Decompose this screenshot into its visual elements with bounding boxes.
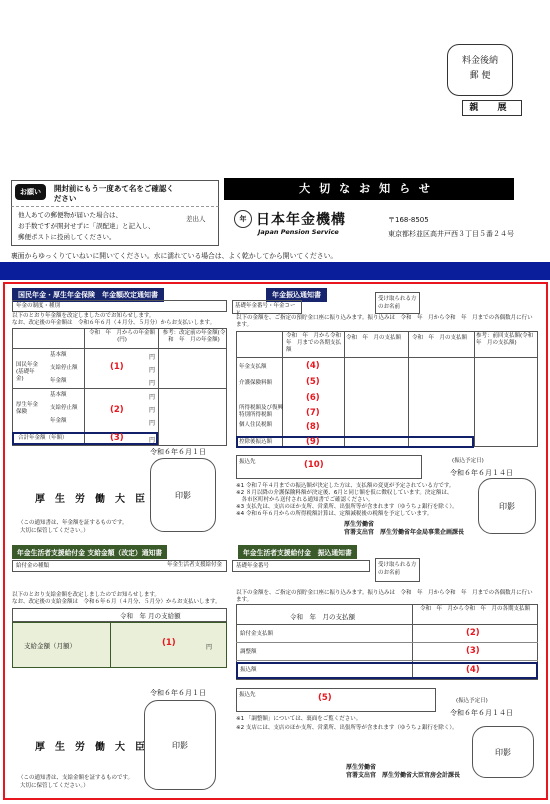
benefit-recipient-field (375, 558, 420, 582)
pension-revision-title: 国民年金・厚生年金保険 年金額改定通知書 (12, 288, 164, 302)
bsched-label: (振込予定日) (456, 698, 488, 704)
recipient-label: 受け取られる方のお名前 (378, 296, 417, 310)
benefit-kind-label: 給付金の種類 (16, 563, 50, 569)
row-amount-2: 年金額 (50, 418, 67, 424)
request-line3: 郵便ポストに投函してください。 (18, 233, 116, 241)
bank-dest-label: 振込先 (239, 459, 256, 465)
benefit-row-label: 支給金額（月額） (24, 642, 76, 650)
row-resident-tax: 個人住民税額 (239, 422, 273, 428)
marker-5: (5) (306, 377, 320, 387)
bbank-dest-label: 振込先 (239, 692, 256, 698)
confidential-mark: 親 展 (462, 100, 522, 116)
request-badge: お願い (15, 184, 46, 200)
benefit-cert-note2: 大切に保管してください。） (20, 783, 89, 789)
request-line1: 他人あての郵便物が届いた場合は、 (18, 211, 122, 219)
bmarker-4: (4) (466, 665, 480, 675)
row-stop-1: 支給停止額 (50, 365, 78, 371)
cert-note1: （この通知書は、年金額を証するものです。 (18, 520, 128, 526)
important-notice-banner: 大切なお知らせ (224, 178, 514, 200)
marker-4: (4) (306, 361, 320, 371)
benefit-payment-title: 年金生活者支援給付金 振込通知書 (238, 545, 357, 559)
bpay-note2: ※2 支店には、支店のほか支所、営業所、出張所等が含まれます（ゆうちょ銀行を除く）。 (236, 725, 458, 731)
benefit-pay-intro: 以下の金額を、ご指定の預貯金口座に振り込みます。振り込みは 令和 年 月から令和 年 月までの各偶数月に行います。 (236, 590, 533, 603)
payment-intro: 以下の金額を、ご指定の預貯金口座に振り込みます。振り込みは 令和 年 月から令和 年 月までの各偶数月に行います。 (236, 315, 533, 328)
benefit-col: 令和 年 月の支給額 (120, 612, 181, 620)
brow-adjust: 調整額 (240, 649, 257, 655)
row-care-premium: 介護保険料額 (239, 380, 273, 386)
zip-code: 〒168-8505 (388, 216, 429, 224)
payment-date: 令和６年６月１４日 (450, 469, 513, 477)
yen-unit: 円 (206, 644, 213, 651)
sender-label: 差出人 (186, 215, 206, 223)
benefit-kind-value: 年金生活者支援給付金 (166, 562, 222, 568)
marker-3: (3) (110, 433, 124, 443)
total-label: 合計年金額（年額） (18, 435, 68, 441)
bank-dest-field (236, 455, 422, 479)
col-old-amount: 参考：改定前の年金額(令和 年 月の年金額) (162, 330, 226, 343)
revision-date: 令和６年６月１日 (150, 448, 206, 456)
benefit-intro1: 以下のとおり支給金額を改定しましたのでお知らせします。 (12, 592, 160, 598)
seal-impression: 印影 (150, 458, 216, 532)
bpay-col2: 令和 年 月から令和 年 月の各期支払額 (420, 606, 531, 612)
jps-logo-icon: 年 (234, 210, 252, 228)
benefit-marker-1: (1) (162, 638, 176, 648)
yen-unit: 円 (149, 407, 156, 414)
request-title: 開封前にもう一度あて名をご確認ください (53, 184, 174, 203)
row-basic-1: 基本額 (50, 352, 67, 358)
bpay-col1: 令和 年 月の支払額 (290, 613, 355, 621)
row-amount-1: 年金額 (50, 378, 67, 384)
pension-kind-field (12, 300, 227, 312)
pay-note5: ※4 令和６年６月からの所得税額計算は、定額減税後の税額を予定しています。 (236, 511, 433, 517)
bofficial-title: 官署支出官 厚生労働省大臣官房会計課長 (346, 772, 461, 779)
seal-impression-3: 印影 (144, 700, 216, 790)
pay-col1: 令和 年 月から令和 年 月までの各期支払額 (286, 333, 347, 353)
payment-notice-title: 年金振込通知書 (266, 288, 327, 302)
bpay-note1: ※1 「調整額」については、裏面をご覧ください。 (236, 716, 362, 722)
row-stop-2: 支給停止額 (50, 405, 78, 411)
cert-note2: 大切に保管してください。） (20, 528, 89, 534)
group-national: 国民年金(基礎年金) (16, 362, 39, 382)
marker-9: (9) (306, 437, 320, 447)
marker-7: (7) (306, 408, 320, 418)
revision-intro1: 以下のとおり年金額を改定しましたのでお知らせします。 (12, 313, 155, 319)
pension-no-field (232, 300, 302, 317)
seal-impression-2: 印影 (478, 478, 536, 534)
pay-note3: 各市区町村から送付される通知書でご確認ください。 (236, 497, 374, 503)
official-title: 官署支出官 厚生労働省年金局事業企画課長 (344, 529, 465, 536)
col-new-amount: 令和 年 月からの年金額(円) (88, 330, 155, 343)
bbank-dest-field (236, 688, 436, 712)
bpayment-date: 令和６年６月１４日 (450, 709, 513, 717)
pay-note1: ※1 令和７年４月までの振込額が決定した方は、支払額の変更が予定されている方です。 (236, 483, 455, 489)
pension-no-label: 基礎年金番号・年金コード (235, 303, 296, 317)
yen-unit: 円 (149, 367, 156, 374)
official-ministry: 厚生労働省 (344, 521, 375, 528)
row-pension-payment: 年金支払額 (239, 364, 267, 370)
pay-col3: 令和 年 月の支払額 (412, 335, 468, 341)
bmarker-5: (5) (318, 693, 332, 703)
yen-unit: 円 (149, 380, 156, 387)
benefit-date: 令和６年６月１日 (150, 689, 206, 697)
yen-unit: 円 (149, 394, 156, 401)
sched-label: (振込予定日) (452, 458, 484, 464)
pension-amount-table (12, 328, 227, 446)
request-box (11, 180, 219, 206)
marker-8: (8) (306, 422, 320, 432)
pension-kind-label: 年金の制度・種別 (16, 303, 61, 309)
row-income-tax: 所得税額及び復興特別所得税額 (239, 405, 284, 418)
brow-net: 振込額 (240, 667, 257, 673)
benefit-no-label: 基礎年金番号 (236, 563, 270, 569)
yen-unit: 円 (149, 437, 156, 444)
marker-2: (2) (110, 405, 124, 415)
benefit-no-field (232, 560, 370, 572)
pay-col4: 参考：前回支払額(令和 年 月の支払額) (476, 333, 539, 346)
pay-note4: ※3 支払先は、支店のほか支所、営業所、出張所等が含まれます（ゆうちょ銀行を除く）。 (236, 504, 458, 510)
request-body (11, 206, 219, 246)
fee-line2: 郵 便 (469, 71, 491, 81)
benefit-revision-title: 年金生活者支援給付金 支給金額（改定）通知書 (12, 545, 167, 559)
brow-net-row (236, 662, 538, 679)
recipient-field (375, 292, 420, 314)
pay-note2: ※2 ８月以降の介護保険料額が決定後、6月と同じ額を仮に徴収しています。決定額は、 (236, 490, 453, 496)
blue-band (0, 262, 550, 280)
marker-1: (1) (110, 362, 124, 372)
bmarker-3: (3) (466, 646, 480, 656)
opening-note: 裏面からゆっくりていねいに開いてください。水に濡れている場合は、よく乾かしてから開いてください。 (11, 252, 338, 260)
minister-title: 厚生労働大臣 (35, 494, 155, 505)
fee-line1: 料金後納 (461, 56, 498, 66)
address: 東京都杉並区高井戸西３丁目５番２４号 (388, 230, 514, 238)
minister-title-2: 厚生労働大臣 (35, 742, 155, 753)
yen-unit: 円 (149, 420, 156, 427)
benefit-intro2: なお、改定後の支給金額は 令和６年６月（４月分、５月分）からお支払いします。 (12, 599, 221, 605)
brow-payment: 給付金支払額 (240, 631, 274, 637)
postage-paid-mark (447, 44, 513, 96)
row-basic-2: 基本額 (50, 392, 67, 398)
benefit-recipient-label: 受け取られる方のお名前 (378, 562, 417, 576)
bmarker-2: (2) (466, 628, 480, 638)
pay-col2: 令和 年 月の支払額 (346, 335, 402, 341)
yen-unit: 円 (149, 354, 156, 361)
row-net-payment: 控除後振込額 (239, 439, 273, 445)
org-name: 日本年金機構 (256, 212, 346, 228)
marker-10: (10) (304, 460, 324, 470)
seal-impression-4: 印影 (472, 726, 534, 778)
marker-6: (6) (306, 393, 320, 403)
group-employee: 厚生年金保険 (16, 402, 39, 415)
bofficial-ministry: 厚生労働省 (346, 764, 377, 771)
request-line2: お手数ですが開封せずに「誤配達」と記入し、 (18, 222, 155, 230)
benefit-kind-field (12, 560, 227, 572)
benefit-cert-note1: （この通知書は、支給金額を証するものです。 (18, 775, 134, 781)
org-name-en: Japan Pension Service (258, 228, 339, 236)
revision-intro2: なお、改定後の年金額は 令和６年６月（４月分、５月分）からお支払いします。 (12, 320, 216, 326)
